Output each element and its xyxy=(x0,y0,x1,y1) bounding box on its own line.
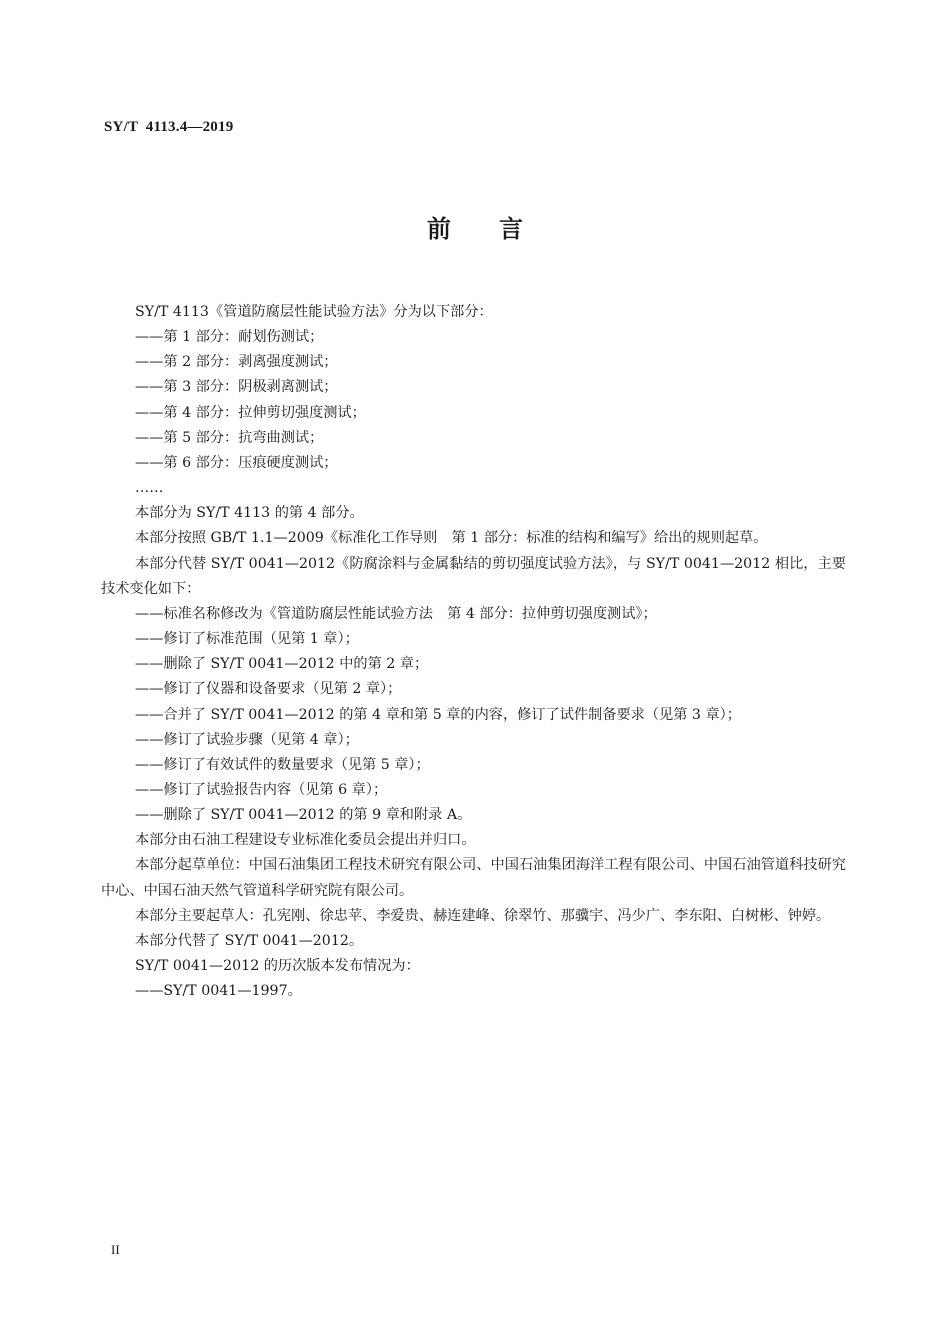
list-item: ——第 2 部分：剥离强度测试； xyxy=(135,354,338,371)
list-item: ——删除了 SY/T 0041—2012 中的第 2 章； xyxy=(135,656,429,673)
list-item: ——合并了 SY/T 0041—2012 的第 4 章和第 5 章的内容，修订了试件制备要求（见第 3 章）； xyxy=(135,706,741,723)
list-item: ——删除了 SY/T 0041—2012 的第 9 章和附录 A。 xyxy=(135,807,472,824)
list-item: ——第 4 部分：拉伸剪切强度测试； xyxy=(135,404,366,421)
paragraph: 本部分起草单位：中国石油集团工程技术研究有限公司、中国石油集团海洋工程有限公司、中国石油管道科技研究中心、中国石油天然气管道科学研究院有限公司。 xyxy=(101,857,846,899)
list-item: ——修订了标准范围（见第 1 章）； xyxy=(135,631,359,648)
page-number: II xyxy=(111,1242,120,1257)
paragraph: 本部分由石油工程建设专业标准化委员会提出并归口。 xyxy=(135,832,476,849)
list-item: ——标准名称修改为《管道防腐层性能试验方法 第 4 部分：拉伸剪切强度测试》； xyxy=(135,605,657,622)
list-item: ——修订了试验报告内容（见第 6 章）； xyxy=(135,781,388,798)
paragraph: 本部分为 SY/T 4113 的第 4 部分。 xyxy=(135,505,364,522)
foreword-body xyxy=(101,300,846,1004)
list-item: ——修订了仪器和设备要求（见第 2 章）； xyxy=(135,681,402,698)
list-item: ——第 6 部分：压痕硬度测试； xyxy=(135,454,338,471)
paragraph: 本部分代替 SY/T 0041—2012《防腐涂料与金属黏结的剪切强度试验方法》，与 SY/T 0041—2012 相比，主要技术变化如下： xyxy=(101,555,846,597)
standard-code: SY/T 4113.4—2019 xyxy=(104,119,234,135)
list-item: ——第 3 部分：阴极剥离测试； xyxy=(135,379,338,396)
list-item: ——第 5 部分：抗弯曲测试； xyxy=(135,429,324,446)
list-item: ——修订了有效试件的数量要求（见第 5 章）； xyxy=(135,756,430,773)
page-title: 前言 xyxy=(427,215,571,243)
paragraph: 本部分按照 GB/T 1.1—2009《标准化工作导则 第 1 部分：标准的结构和编写》给出的规则起草。 xyxy=(135,530,768,547)
ellipsis: …… xyxy=(135,480,164,497)
paragraph: 本部分代替了 SY/T 0041—2012。 xyxy=(135,932,364,949)
list-item: ——SY/T 0041—1997。 xyxy=(135,983,302,1000)
paragraph: SY/T 0041—2012 的历次版本发布情况为： xyxy=(135,958,420,975)
paragraph: SY/T 4113《管道防腐层性能试验方法》分为以下部分： xyxy=(135,304,493,320)
list-item: ——第 1 部分：耐划伤测试； xyxy=(135,329,324,346)
list-item: ——修订了试验步骤（见第 4 章）； xyxy=(135,731,359,748)
paragraph: 本部分主要起草人：孔宪刚、徐忠苹、李爱贵、赫连建峰、徐翠竹、那骥宇、冯少广、李东阳、白树彬、钟婷。 xyxy=(135,907,831,924)
